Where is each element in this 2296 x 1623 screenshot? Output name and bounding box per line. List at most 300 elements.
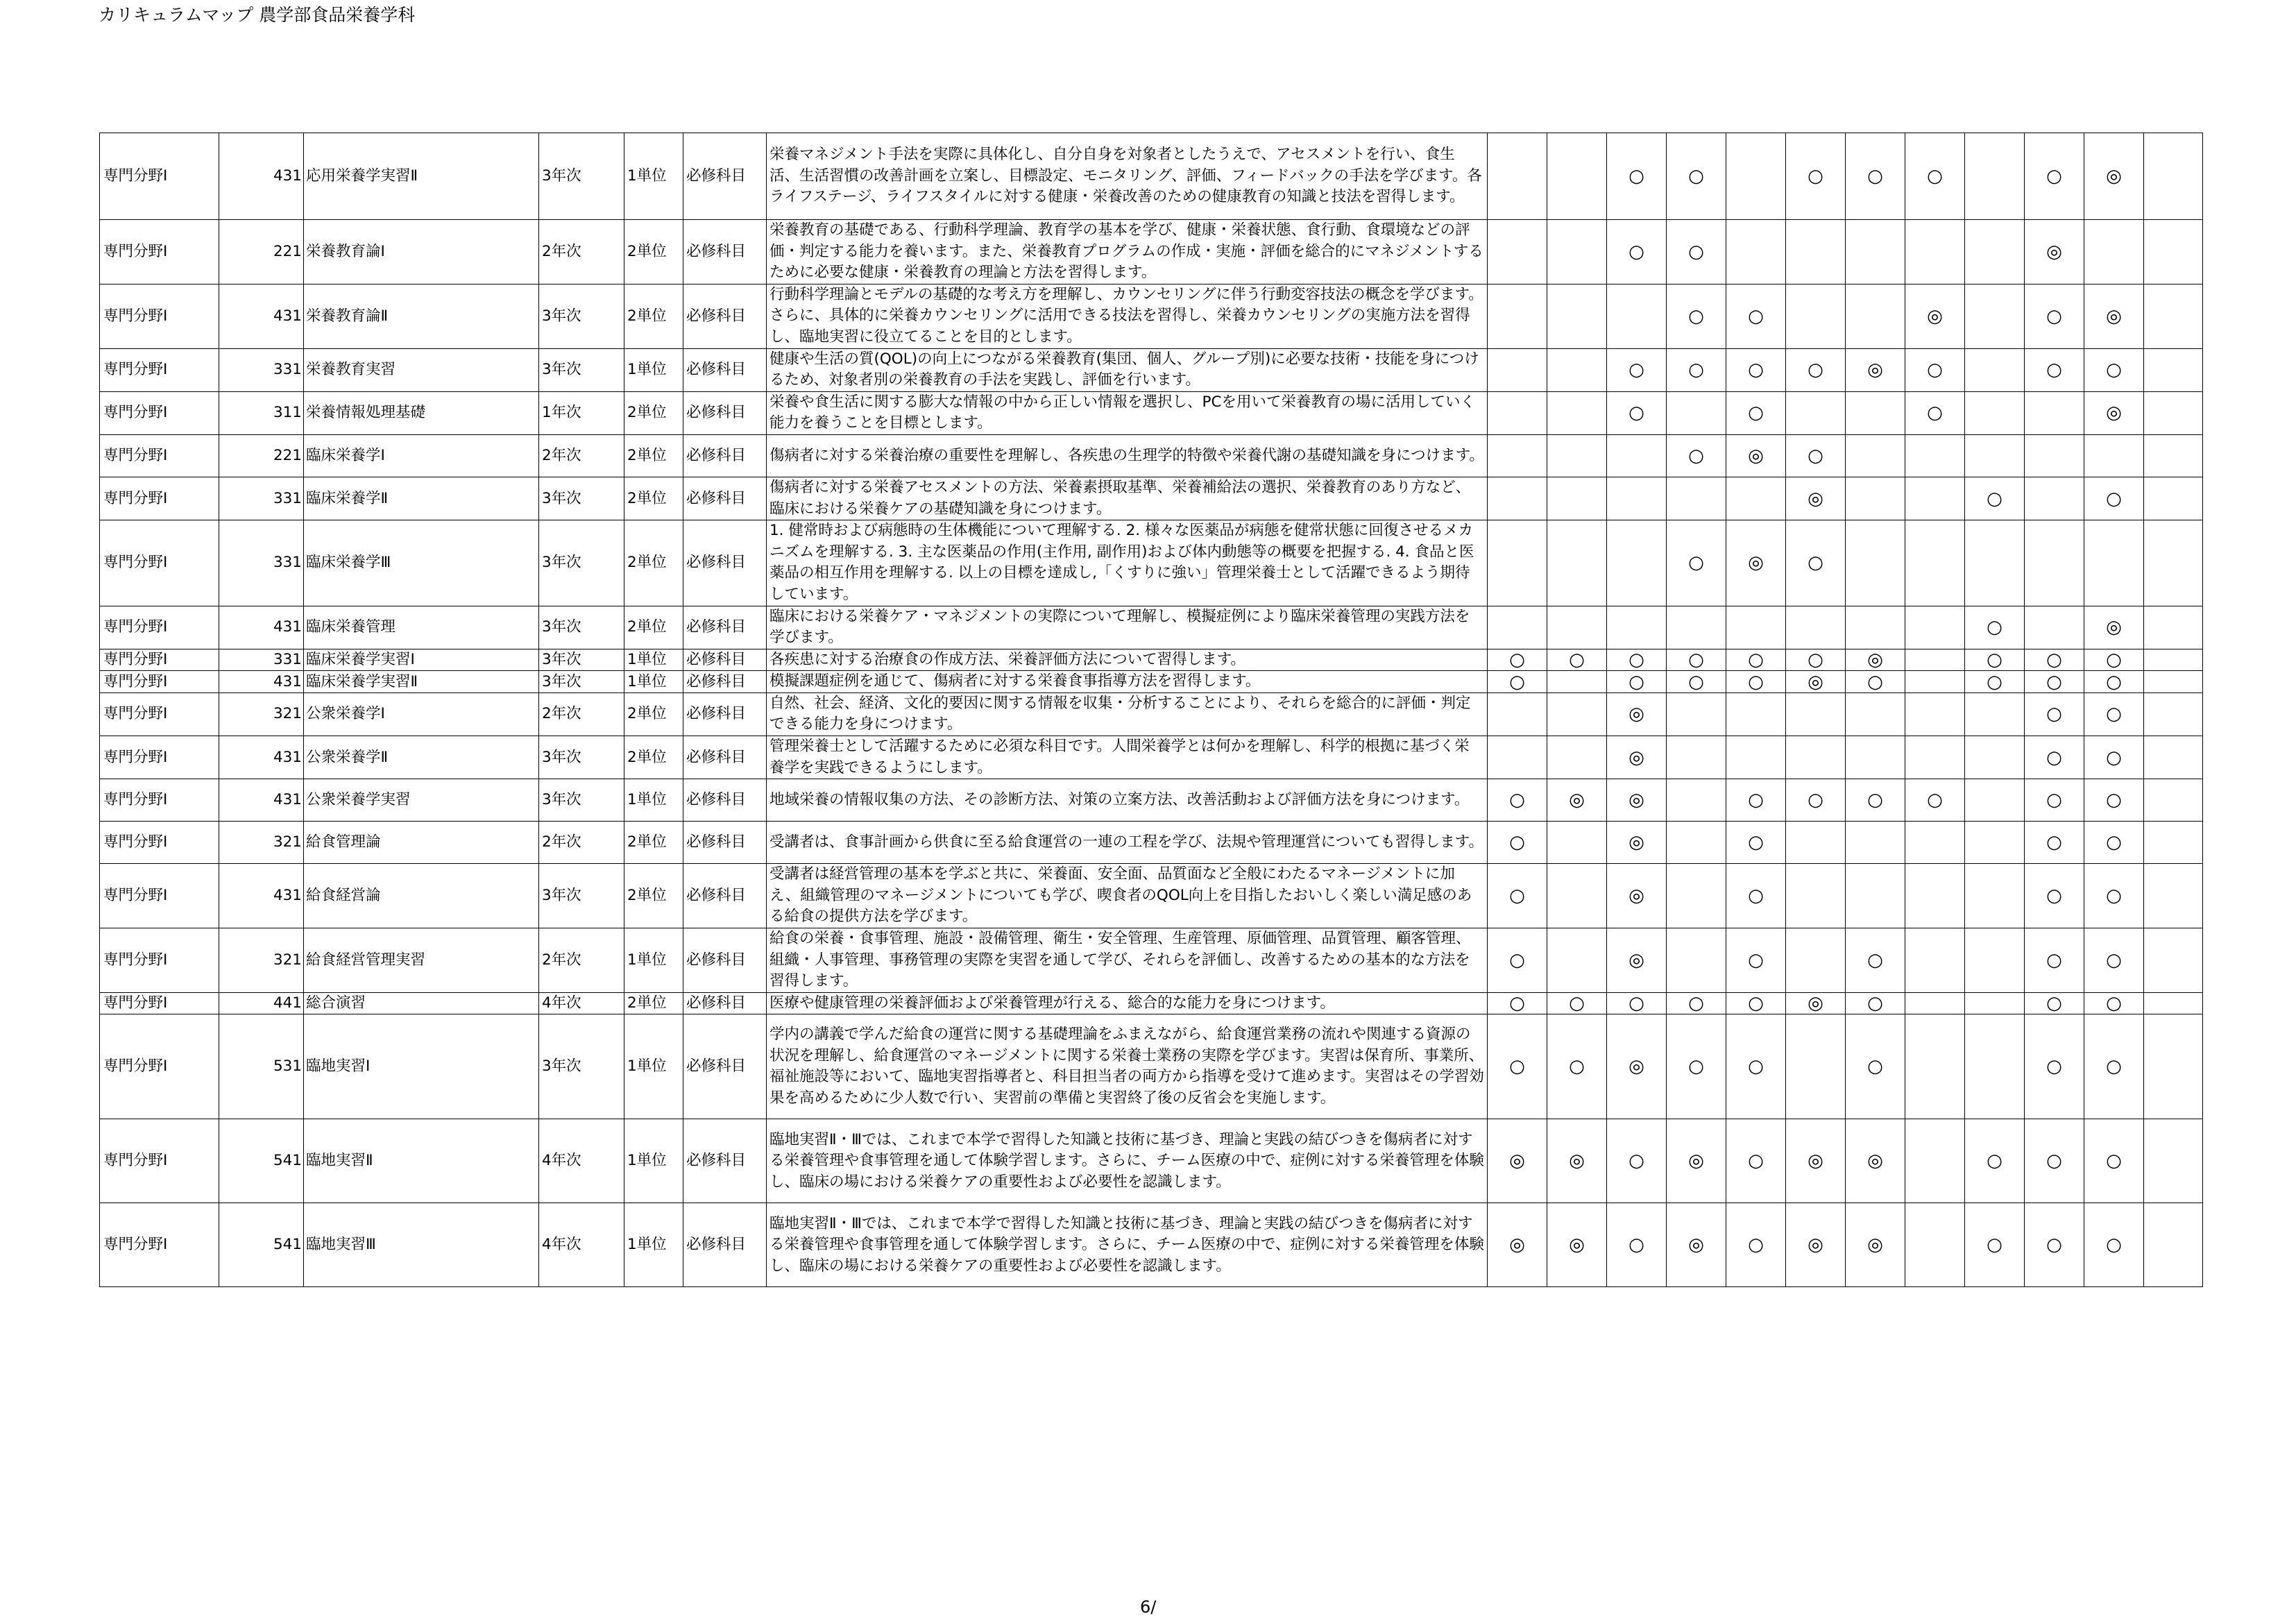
competency-mark-cell: [1726, 477, 1786, 520]
competency-mark-cell: [1905, 736, 1965, 779]
competency-mark-cell: ◎: [1786, 1203, 1846, 1287]
competency-mark-cell: ◎: [1667, 1119, 1726, 1203]
course-description-cell: 行動科学理論とモデルの基礎的な考え方を理解し、カウンセリングに伴う行動変容技法の概念を学びます。さらに、具体的に栄養カウンセリングに活用できる技法を習得し、栄養カウンセリングの実施方法を習得し、臨地実習に役立てることを目的とします。: [767, 284, 1488, 348]
course-year-cell: 3年次: [539, 1014, 624, 1119]
course-name-cell: 総合演習: [304, 992, 539, 1014]
competency-mark-cell: ○: [1965, 1119, 2025, 1203]
course-description-cell: 管理栄養士として活躍するために必須な科目です。人間栄養学とは何かを理解し、科学的根拠に基づく栄養学を実践できるようにします。: [767, 736, 1488, 779]
competency-mark-cell: [1846, 736, 1905, 779]
competency-mark-cell: [1607, 606, 1667, 649]
competency-mark-cell: ○: [1726, 671, 1786, 693]
competency-mark-cell: [1547, 928, 1607, 993]
competency-mark-cell: ○: [1547, 992, 1607, 1014]
course-area-cell: 専門分野Ⅰ: [100, 284, 219, 348]
competency-mark-cell: ◎: [1846, 649, 1905, 671]
competency-mark-cell: [1786, 928, 1846, 993]
competency-mark-cell: [1667, 606, 1726, 649]
course-number-cell: 311: [219, 391, 304, 434]
competency-mark-cell: ○: [1667, 992, 1726, 1014]
competency-mark-cell: ○: [1488, 992, 1547, 1014]
competency-mark-cell: ○: [2025, 1014, 2084, 1119]
course-year-cell: 3年次: [539, 864, 624, 928]
course-area-cell: 専門分野Ⅰ: [100, 736, 219, 779]
course-description-cell: 臨床における栄養ケア・マネジメントの実際について理解し、模擬症例により臨床栄養管理の実践方法を学びます。: [767, 606, 1488, 649]
competency-mark-cell: ○: [2084, 779, 2144, 822]
course-requirement-cell: 必修科目: [683, 671, 767, 693]
competency-mark-cell: ○: [2084, 649, 2144, 671]
competency-mark-cell: [1965, 133, 2025, 220]
course-year-cell: 4年次: [539, 992, 624, 1014]
course-requirement-cell: 必修科目: [683, 1203, 767, 1287]
course-name-cell: 臨床栄養学Ⅱ: [304, 477, 539, 520]
competency-mark-cell: ◎: [1607, 864, 1667, 928]
competency-mark-cell: [2144, 822, 2203, 864]
competency-mark-cell: ○: [1488, 928, 1547, 993]
competency-mark-cell: ○: [2084, 822, 2144, 864]
table-row: [100, 520, 2203, 606]
course-year-cell: 3年次: [539, 284, 624, 348]
course-requirement-cell: 必修科目: [683, 434, 767, 477]
course-credit-cell: 2単位: [624, 606, 683, 649]
competency-mark-cell: [1547, 348, 1607, 391]
course-requirement-cell: 必修科目: [683, 133, 767, 220]
course-area-cell: 専門分野Ⅰ: [100, 348, 219, 391]
competency-mark-cell: [1488, 220, 1547, 284]
competency-mark-cell: ○: [1547, 649, 1607, 671]
competency-mark-cell: ◎: [1547, 1119, 1607, 1203]
competency-mark-cell: [1786, 822, 1846, 864]
course-requirement-cell: 必修科目: [683, 220, 767, 284]
course-year-cell: 3年次: [539, 520, 624, 606]
competency-mark-cell: [1547, 477, 1607, 520]
course-description-cell: 地域栄養の情報収集の方法、その診断方法、対策の立案方法、改善活動および評価方法を身につけます。: [767, 779, 1488, 822]
competency-mark-cell: [1667, 822, 1726, 864]
competency-mark-cell: [2025, 391, 2084, 434]
competency-mark-cell: ○: [1607, 348, 1667, 391]
competency-mark-cell: ○: [1726, 928, 1786, 993]
course-number-cell: 221: [219, 434, 304, 477]
course-requirement-cell: 必修科目: [683, 391, 767, 434]
competency-mark-cell: [1547, 606, 1607, 649]
competency-mark-cell: ◎: [1547, 1203, 1607, 1287]
course-name-cell: 給食経営論: [304, 864, 539, 928]
competency-mark-cell: ○: [1607, 1119, 1667, 1203]
competency-mark-cell: [1905, 220, 1965, 284]
competency-mark-cell: [1488, 736, 1547, 779]
course-name-cell: 栄養情報処理基礎: [304, 391, 539, 434]
competency-mark-cell: ○: [1726, 822, 1786, 864]
course-credit-cell: 1単位: [624, 348, 683, 391]
course-year-cell: 4年次: [539, 1203, 624, 1287]
competency-mark-cell: [1488, 434, 1547, 477]
competency-mark-cell: [1607, 477, 1667, 520]
competency-mark-cell: [2144, 1119, 2203, 1203]
course-description-cell: 傷病者に対する栄養治療の重要性を理解し、各疾患の生理学的特徴や栄養代謝の基礎知識を身につけます。: [767, 434, 1488, 477]
course-area-cell: 専門分野Ⅰ: [100, 220, 219, 284]
course-description-cell: 自然、社会、経済、文化的要因に関する情報を収集・分析することにより、それらを総合的に評価・判定できる能力を身につけます。: [767, 692, 1488, 736]
competency-mark-cell: [1726, 133, 1786, 220]
course-name-cell: 臨地実習Ⅲ: [304, 1203, 539, 1287]
competency-mark-cell: ○: [1667, 434, 1726, 477]
competency-mark-cell: ○: [2025, 1119, 2084, 1203]
competency-mark-cell: [1846, 434, 1905, 477]
course-area-cell: 専門分野Ⅰ: [100, 477, 219, 520]
course-requirement-cell: 必修科目: [683, 1119, 767, 1203]
competency-mark-cell: ○: [1905, 391, 1965, 434]
competency-mark-cell: ○: [2084, 928, 2144, 993]
competency-mark-cell: [1965, 736, 2025, 779]
course-credit-cell: 2単位: [624, 992, 683, 1014]
competency-mark-cell: [1786, 606, 1846, 649]
table-row: [100, 671, 2203, 693]
table-row: [100, 822, 2203, 864]
competency-mark-cell: ○: [2025, 671, 2084, 693]
course-number-cell: 331: [219, 649, 304, 671]
competency-mark-cell: [1965, 284, 2025, 348]
course-requirement-cell: 必修科目: [683, 1014, 767, 1119]
course-description-cell: 各疾患に対する治療食の作成方法、栄養評価方法について習得します。: [767, 649, 1488, 671]
competency-mark-cell: ○: [2084, 671, 2144, 693]
competency-mark-cell: ○: [1726, 1119, 1786, 1203]
competency-mark-cell: [2025, 606, 2084, 649]
competency-mark-cell: ◎: [1786, 477, 1846, 520]
competency-mark-cell: [1667, 779, 1726, 822]
competency-mark-cell: [1547, 736, 1607, 779]
competency-mark-cell: [2144, 864, 2203, 928]
course-number-cell: 541: [219, 1119, 304, 1203]
table-row: [100, 284, 2203, 348]
competency-mark-cell: [1965, 928, 2025, 993]
competency-mark-cell: [1905, 864, 1965, 928]
competency-mark-cell: [1965, 434, 2025, 477]
table-row: [100, 864, 2203, 928]
competency-mark-cell: ○: [1667, 348, 1726, 391]
course-area-cell: 専門分野Ⅰ: [100, 992, 219, 1014]
competency-mark-cell: [1965, 992, 2025, 1014]
course-description-cell: 医療や健康管理の栄養評価および栄養管理が行える、総合的な能力を身につけます。: [767, 992, 1488, 1014]
course-name-cell: 臨床栄養学実習Ⅰ: [304, 649, 539, 671]
competency-mark-cell: ○: [1905, 779, 1965, 822]
course-requirement-cell: 必修科目: [683, 822, 767, 864]
competency-mark-cell: [1786, 220, 1846, 284]
competency-mark-cell: [1846, 220, 1905, 284]
competency-mark-cell: ◎: [2025, 220, 2084, 284]
course-description-cell: 栄養教育の基礎である、行動科学理論、教育学の基本を学び、健康・栄養状態、食行動、食環境などの評価・判定する能力を養います。また、栄養教育プログラムの作成・実施・評価を総合的にマネジメントするために必要な健康・栄養教育の理論と方法を習得します。: [767, 220, 1488, 284]
course-description-cell: 臨地実習Ⅱ・Ⅲでは、これまで本学で習得した知識と技術に基づき、理論と実践の結びつきを傷病者に対する栄養管理や食事管理を通して体験学習します。さらに、チーム医療の中で、症例に対する栄養管理を体験し、臨床の場における栄養ケアの重要性および必要性を認識します。: [767, 1119, 1488, 1203]
competency-mark-cell: ○: [1726, 779, 1786, 822]
course-description-cell: 学内の講義で学んだ給食の運営に関する基礎理論をふまえながら、給食運営業務の流れや関連する資源の状況を理解し、給食運営のマネージメントに関する栄養士業務の実際を学びます。実習は保育所、事業所、福祉施設等において、臨地実習指導者と、科目担当者の両方から指導を受けて進めます。実習はその学習効果を高めるために少人数で行い、実習前の準備と実習終了後の反省会を実施します。: [767, 1014, 1488, 1119]
competency-mark-cell: [1786, 692, 1846, 736]
competency-mark-cell: [1905, 434, 1965, 477]
competency-mark-cell: ○: [1488, 649, 1547, 671]
competency-mark-cell: [1547, 220, 1607, 284]
course-number-cell: 431: [219, 671, 304, 693]
competency-mark-cell: [2144, 1014, 2203, 1119]
course-year-cell: 4年次: [539, 1119, 624, 1203]
competency-mark-cell: [2144, 284, 2203, 348]
competency-mark-cell: [2144, 434, 2203, 477]
competency-mark-cell: ○: [1488, 864, 1547, 928]
competency-mark-cell: [1905, 606, 1965, 649]
competency-mark-cell: ◎: [1488, 1203, 1547, 1287]
competency-mark-cell: ○: [1667, 284, 1726, 348]
competency-mark-cell: ○: [1667, 520, 1726, 606]
competency-mark-cell: [2144, 736, 2203, 779]
course-credit-cell: 2単位: [624, 520, 683, 606]
competency-mark-cell: [2084, 220, 2144, 284]
competency-mark-cell: [2144, 477, 2203, 520]
competency-mark-cell: [2025, 434, 2084, 477]
competency-mark-cell: ○: [2025, 284, 2084, 348]
course-description-cell: 受講者は、食事計画から供食に至る給食運営の一連の工程を学び、法規や管理運営についても習得します。: [767, 822, 1488, 864]
course-name-cell: 公衆栄養学Ⅰ: [304, 692, 539, 736]
competency-mark-cell: ○: [1726, 864, 1786, 928]
course-requirement-cell: 必修科目: [683, 864, 767, 928]
course-area-cell: 専門分野Ⅰ: [100, 1119, 219, 1203]
competency-mark-cell: [1905, 992, 1965, 1014]
course-requirement-cell: 必修科目: [683, 477, 767, 520]
competency-mark-cell: ○: [2025, 864, 2084, 928]
competency-mark-cell: [1547, 520, 1607, 606]
course-description-cell: 給食の栄養・食事管理、施設・設備管理、衛生・安全管理、生産管理、原価管理、品質管理、顧客管理、組織・人事管理、事務管理の実際を実習を通して学び、それらを評価し、改善するための基本的な方法を習得します。: [767, 928, 1488, 993]
competency-mark-cell: ○: [1786, 520, 1846, 606]
course-requirement-cell: 必修科目: [683, 779, 767, 822]
course-number-cell: 321: [219, 822, 304, 864]
course-number-cell: 441: [219, 992, 304, 1014]
competency-mark-cell: [1547, 133, 1607, 220]
competency-mark-cell: ◎: [2084, 606, 2144, 649]
course-credit-cell: 1単位: [624, 928, 683, 993]
competency-mark-cell: [1905, 692, 1965, 736]
course-number-cell: 331: [219, 348, 304, 391]
competency-mark-cell: [1846, 477, 1905, 520]
course-year-cell: 2年次: [539, 434, 624, 477]
competency-mark-cell: [2025, 477, 2084, 520]
competency-mark-cell: [1965, 779, 2025, 822]
competency-mark-cell: [2144, 220, 2203, 284]
course-requirement-cell: 必修科目: [683, 348, 767, 391]
course-number-cell: 321: [219, 692, 304, 736]
course-credit-cell: 2単位: [624, 822, 683, 864]
competency-mark-cell: [1726, 220, 1786, 284]
course-year-cell: 2年次: [539, 822, 624, 864]
competency-mark-cell: ○: [1846, 671, 1905, 693]
course-area-cell: 専門分野Ⅰ: [100, 822, 219, 864]
course-description-cell: 臨地実習Ⅱ・Ⅲでは、これまで本学で習得した知識と技術に基づき、理論と実践の結びつきを傷病者に対する栄養管理や食事管理を通して体験学習します。さらに、チーム医療の中で、症例に対する栄養管理を体験し、臨床の場における栄養ケアの重要性および必要性を認識します。: [767, 1203, 1488, 1287]
competency-mark-cell: [1488, 477, 1547, 520]
competency-mark-cell: ◎: [1488, 1119, 1547, 1203]
competency-mark-cell: ○: [1607, 133, 1667, 220]
competency-mark-cell: [1905, 1014, 1965, 1119]
course-requirement-cell: 必修科目: [683, 692, 767, 736]
course-name-cell: 栄養教育論Ⅱ: [304, 284, 539, 348]
competency-mark-cell: ◎: [1786, 992, 1846, 1014]
competency-mark-cell: ○: [1667, 220, 1726, 284]
competency-mark-cell: [1846, 606, 1905, 649]
course-credit-cell: 2単位: [624, 434, 683, 477]
competency-mark-cell: [2084, 434, 2144, 477]
competency-mark-cell: ○: [1488, 822, 1547, 864]
competency-mark-cell: ○: [1965, 671, 2025, 693]
competency-mark-cell: [1846, 692, 1905, 736]
course-year-cell: 3年次: [539, 671, 624, 693]
course-credit-cell: 2単位: [624, 391, 683, 434]
competency-mark-cell: ◎: [2084, 391, 2144, 434]
competency-mark-cell: ○: [2084, 864, 2144, 928]
competency-mark-cell: ◎: [1905, 284, 1965, 348]
course-credit-cell: 1単位: [624, 671, 683, 693]
course-number-cell: 331: [219, 477, 304, 520]
competency-mark-cell: [1726, 606, 1786, 649]
competency-mark-cell: [2144, 928, 2203, 993]
competency-mark-cell: [1547, 864, 1607, 928]
course-number-cell: 321: [219, 928, 304, 993]
competency-mark-cell: [1488, 520, 1547, 606]
competency-mark-cell: [2144, 520, 2203, 606]
competency-mark-cell: [1547, 822, 1607, 864]
competency-mark-cell: ◎: [1667, 1203, 1726, 1287]
course-year-cell: 2年次: [539, 692, 624, 736]
competency-mark-cell: [1905, 520, 1965, 606]
competency-mark-cell: ○: [2025, 928, 2084, 993]
competency-mark-cell: [1905, 477, 1965, 520]
table-row: [100, 434, 2203, 477]
competency-mark-cell: [1846, 284, 1905, 348]
competency-mark-cell: ◎: [1786, 671, 1846, 693]
table-row: [100, 1119, 2203, 1203]
competency-mark-cell: [1905, 1203, 1965, 1287]
competency-mark-cell: ○: [1726, 1203, 1786, 1287]
course-area-cell: 専門分野Ⅰ: [100, 779, 219, 822]
competency-mark-cell: [1846, 391, 1905, 434]
competency-mark-cell: ○: [2025, 348, 2084, 391]
competency-mark-cell: ○: [1846, 779, 1905, 822]
course-name-cell: 公衆栄養学実習: [304, 779, 539, 822]
competency-mark-cell: ◎: [1846, 1119, 1905, 1203]
competency-mark-cell: [1965, 692, 2025, 736]
course-credit-cell: 1単位: [624, 1203, 683, 1287]
competency-mark-cell: [2144, 1203, 2203, 1287]
course-description-cell: 受講者は経営管理の基本を学ぶと共に、栄養面、安全面、品質面など全般にわたるマネージメントに加え、組織管理のマネージメントについても学び、喫食者のQOL向上を目指したおいしく楽しい満足感のある給食の提供方法を学びます。: [767, 864, 1488, 928]
competency-mark-cell: ○: [1726, 391, 1786, 434]
competency-mark-cell: [2144, 391, 2203, 434]
course-description-cell: 栄養や食生活に関する膨大な情報の中から正しい情報を選択し、PCを用いて栄養教育の場に活用していく能力を養うことを目標とします。: [767, 391, 1488, 434]
page-title: カリキュラムマップ 農学部食品栄養学科: [99, 5, 416, 25]
course-credit-cell: 1単位: [624, 779, 683, 822]
competency-mark-cell: [1965, 220, 2025, 284]
course-area-cell: 専門分野Ⅰ: [100, 928, 219, 993]
competency-mark-cell: [1488, 284, 1547, 348]
competency-mark-cell: ○: [1726, 348, 1786, 391]
competency-mark-cell: ◎: [1607, 779, 1667, 822]
competency-mark-cell: ○: [1667, 133, 1726, 220]
course-area-cell: 専門分野Ⅰ: [100, 649, 219, 671]
competency-mark-cell: ○: [1667, 671, 1726, 693]
course-name-cell: 臨床栄養学Ⅰ: [304, 434, 539, 477]
course-number-cell: 431: [219, 133, 304, 220]
table-row: [100, 1203, 2203, 1287]
competency-mark-cell: [1607, 520, 1667, 606]
course-description-cell: 栄養マネジメント手法を実際に具体化し、自分自身を対象者としたうえで、アセスメントを行い、食生活、生活習慣の改善計画を立案し、目標設定、モニタリング、評価、フィードバックの手法を学びます。各ライフステージ、ライフスタイルに対する健康・栄養改善のための健康教育の知識と技法を習得します。: [767, 133, 1488, 220]
competency-mark-cell: ○: [1786, 348, 1846, 391]
competency-mark-cell: ○: [1905, 133, 1965, 220]
course-credit-cell: 2単位: [624, 736, 683, 779]
competency-mark-cell: [1905, 928, 1965, 993]
competency-mark-cell: [2144, 606, 2203, 649]
competency-mark-cell: [1547, 391, 1607, 434]
competency-mark-cell: [1667, 864, 1726, 928]
course-credit-cell: 2単位: [624, 692, 683, 736]
course-area-cell: 専門分野Ⅰ: [100, 1203, 219, 1287]
course-number-cell: 221: [219, 220, 304, 284]
course-year-cell: 2年次: [539, 220, 624, 284]
course-year-cell: 2年次: [539, 928, 624, 993]
competency-mark-cell: ○: [2025, 736, 2084, 779]
competency-mark-cell: ○: [2084, 736, 2144, 779]
course-number-cell: 431: [219, 779, 304, 822]
table-row: [100, 606, 2203, 649]
competency-mark-cell: [1786, 1014, 1846, 1119]
course-year-cell: 1年次: [539, 391, 624, 434]
competency-mark-cell: [1786, 284, 1846, 348]
competency-mark-cell: ○: [1547, 1014, 1607, 1119]
competency-mark-cell: [1488, 606, 1547, 649]
competency-mark-cell: ○: [2025, 649, 2084, 671]
competency-mark-cell: [2144, 992, 2203, 1014]
table-row: [100, 477, 2203, 520]
competency-mark-cell: [1607, 434, 1667, 477]
course-credit-cell: 1単位: [624, 649, 683, 671]
competency-mark-cell: ◎: [2084, 284, 2144, 348]
curriculum-map-table: [99, 133, 2203, 1287]
competency-mark-cell: ○: [1965, 606, 2025, 649]
competency-mark-cell: ○: [1667, 649, 1726, 671]
competency-mark-cell: ○: [1846, 133, 1905, 220]
course-credit-cell: 2単位: [624, 220, 683, 284]
course-name-cell: 給食管理論: [304, 822, 539, 864]
course-credit-cell: 2単位: [624, 284, 683, 348]
competency-mark-cell: ◎: [1726, 434, 1786, 477]
competency-mark-cell: [1786, 864, 1846, 928]
course-name-cell: 臨床栄養学実習Ⅱ: [304, 671, 539, 693]
competency-mark-cell: [1488, 692, 1547, 736]
course-description-cell: 健康や生活の質(QOL)の向上につながる栄養教育(集団、個人、グループ別)に必要な技術・技能を身につけるため、対象者別の栄養教育の手法を実践し、評価を行います。: [767, 348, 1488, 391]
competency-mark-cell: ○: [2025, 992, 2084, 1014]
course-area-cell: 専門分野Ⅰ: [100, 671, 219, 693]
course-name-cell: 臨地実習Ⅱ: [304, 1119, 539, 1203]
competency-mark-cell: [2084, 520, 2144, 606]
competency-mark-cell: [2144, 692, 2203, 736]
competency-mark-cell: ○: [1846, 1014, 1905, 1119]
competency-mark-cell: ○: [1607, 1203, 1667, 1287]
competency-mark-cell: ○: [2025, 779, 2084, 822]
competency-mark-cell: [2144, 671, 2203, 693]
table-row: [100, 348, 2203, 391]
course-area-cell: 専門分野Ⅰ: [100, 692, 219, 736]
course-year-cell: 3年次: [539, 133, 624, 220]
course-year-cell: 3年次: [539, 779, 624, 822]
competency-mark-cell: [1846, 520, 1905, 606]
competency-mark-cell: ◎: [1607, 1014, 1667, 1119]
course-requirement-cell: 必修科目: [683, 649, 767, 671]
competency-mark-cell: [2144, 348, 2203, 391]
course-name-cell: 公衆栄養学Ⅱ: [304, 736, 539, 779]
course-name-cell: 栄養教育実習: [304, 348, 539, 391]
competency-mark-cell: ◎: [1547, 779, 1607, 822]
competency-mark-cell: [1667, 928, 1726, 993]
course-number-cell: 331: [219, 520, 304, 606]
competency-mark-cell: [1726, 692, 1786, 736]
